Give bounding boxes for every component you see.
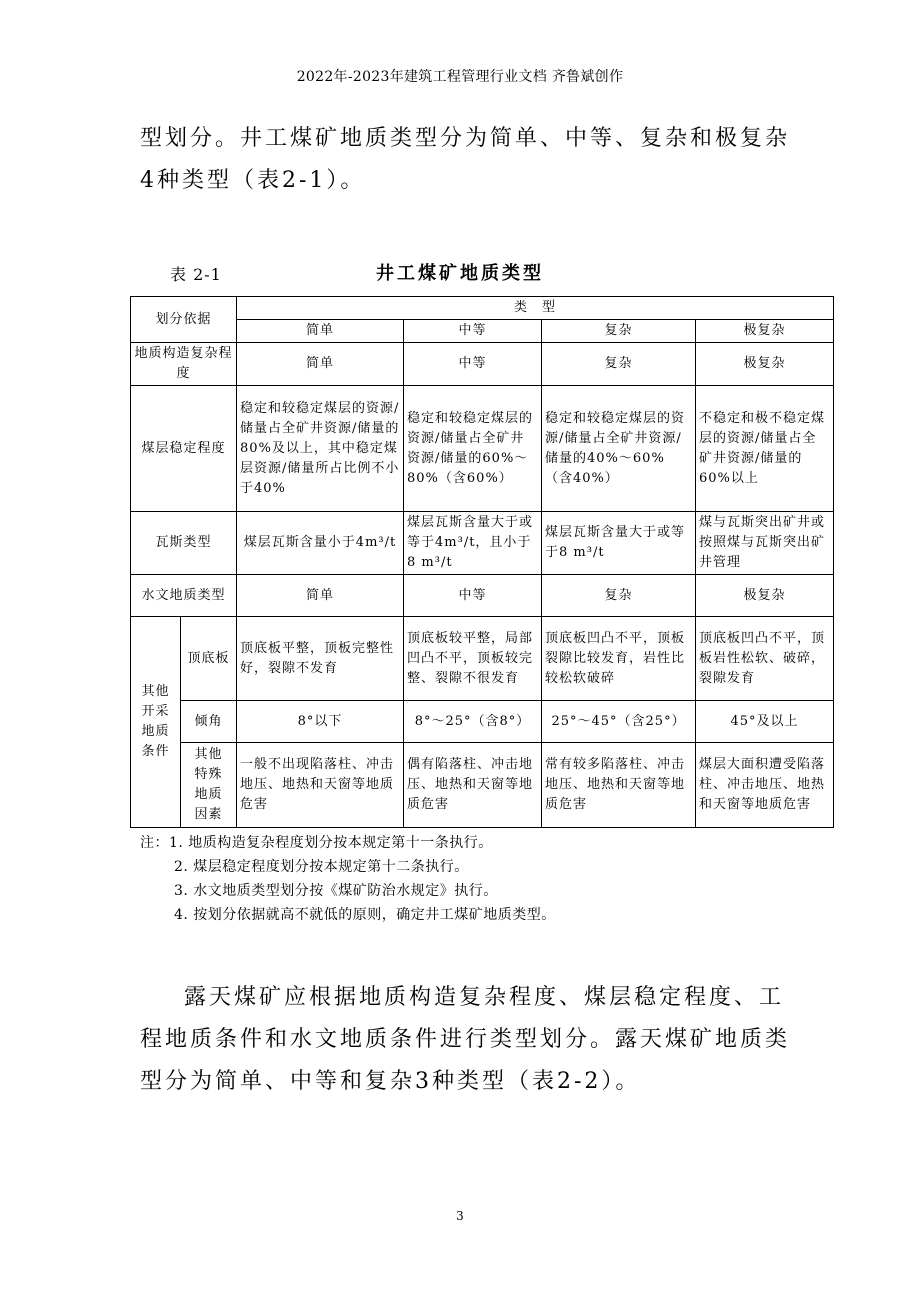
table-title: 井工煤矿地质类型	[376, 263, 544, 284]
row-group-other: 其他开采地质条件	[131, 617, 181, 828]
table-cell: 中等	[404, 343, 542, 386]
row-label-dip: 倾角	[181, 701, 237, 743]
note-1: 注：1. 地质构造复杂程度划分按本规定第十一条执行。	[140, 835, 493, 851]
row-label-structure: 地质构造复杂程度	[131, 343, 237, 386]
table-cell: 极复杂	[696, 343, 834, 386]
table-cell: 稳定和较稳定煤层的资源/储量占全矿井资源/储量的60%～80%（含60%）	[404, 386, 542, 512]
note-2: 2. 煤层稳定程度划分按本规定第十二条执行。	[174, 859, 469, 875]
table-cell: 简单	[237, 575, 404, 617]
table-cell: 煤层瓦斯含量小于4m³/t	[237, 512, 404, 575]
table-cell: 常有较多陷落柱、冲击地压、地热和天窗等地质危害	[542, 743, 696, 828]
column-header: 复杂	[542, 320, 696, 343]
table-cell: 不稳定和极不稳定煤层的资源/储量占全矿井资源/储量的60%以上	[696, 386, 834, 512]
paragraph-1: 型划分。井工煤矿地质类型分为简单、中等、复杂和极复杂4种类型（表2-1）。	[140, 126, 791, 193]
column-header: 简单	[237, 320, 404, 343]
type-header: 类 型	[237, 297, 834, 320]
table-cell: 45°及以上	[696, 701, 834, 743]
column-header: 中等	[404, 320, 542, 343]
table-cell: 极复杂	[696, 575, 834, 617]
table-cell: 煤层大面积遭受陷落柱、冲击地压、地热和天窗等地质危害	[696, 743, 834, 828]
table-cell: 稳定和较稳定煤层的资源/储量占全矿井资源/储量的40%～60%（含40%）	[542, 386, 696, 512]
paragraph-2: 露天煤矿应根据地质构造复杂程度、煤层稳定程度、工程地质条件和水文地质条件进行类型划分。露天煤矿地质类型分为简单、中等和复杂3种类型（表2-2）。	[140, 985, 791, 1094]
table-cell: 煤与瓦斯突出矿井或按照煤与瓦斯突出矿井管理	[696, 512, 834, 575]
geology-type-table	[130, 296, 834, 828]
table-cell: 中等	[404, 575, 542, 617]
note-4: 4. 按划分依据就高不就低的原则，确定井工煤矿地质类型。	[174, 907, 556, 923]
table-cell: 顶底板平整，顶板完整性好，裂隙不发育	[237, 617, 404, 701]
table-cell: 复杂	[542, 575, 696, 617]
table-cell: 稳定和较稳定煤层的资源/储量占全矿井资源/储量的80%及以上，其中稳定煤层资源/储量所占比例不小于40%	[237, 386, 404, 512]
table-cell: 8°～25°（含8°）	[404, 701, 542, 743]
table-cell: 简单	[237, 343, 404, 386]
table-cell: 25°～45°（含25°）	[542, 701, 696, 743]
row-label-seam: 煤层稳定程度	[131, 386, 237, 512]
basis-header: 划分依据	[131, 297, 237, 343]
row-label-special: 其他特殊地质因素	[181, 743, 237, 828]
table-notes	[140, 831, 556, 927]
note-3: 3. 水文地质类型划分按《煤矿防治水规定》执行。	[174, 883, 498, 899]
column-header: 极复杂	[696, 320, 834, 343]
table-cell: 顶底板凹凸不平，顶板岩性松软、破碎，裂隙发育	[696, 617, 834, 701]
table-cell: 顶底板凹凸不平，顶板裂隙比较发育，岩性比较松软破碎	[542, 617, 696, 701]
row-label-roof: 顶底板	[181, 617, 237, 701]
page-header: 2022年-2023年建筑工程管理行业文档 齐鲁斌创作	[296, 69, 624, 85]
table-cell: 偶有陷落柱、冲击地压、地热和天窗等地质危害	[404, 743, 542, 828]
table-cell: 复杂	[542, 343, 696, 386]
table-cell: 顶底板较平整，局部凹凸不平，顶板较完整、裂隙不很发育	[404, 617, 542, 701]
table-label: 表 2-1	[170, 265, 222, 284]
table-cell: 一般不出现陷落柱、冲击地压、地热和天窗等地质危害	[237, 743, 404, 828]
table-cell: 8°以下	[237, 701, 404, 743]
table-cell: 煤层瓦斯含量大于或等于4m³/t，且小于8 m³/t	[404, 512, 542, 575]
row-label-gas: 瓦斯类型	[131, 512, 237, 575]
table-cell: 煤层瓦斯含量大于或等于8 m³/t	[542, 512, 696, 575]
row-label-hydro: 水文地质类型	[131, 575, 237, 617]
page-number: 3	[456, 1209, 464, 1223]
